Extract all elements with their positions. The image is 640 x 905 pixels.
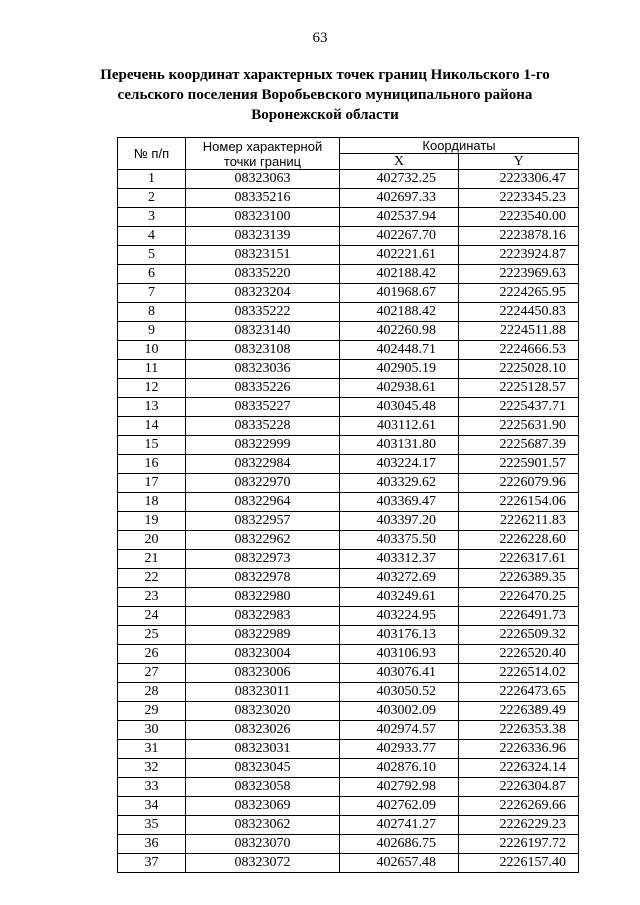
cell-number: 6 [118, 265, 186, 284]
coordinates-table [117, 137, 579, 873]
cell-y: 2226473.65 [459, 683, 579, 702]
cell-point-number: 08323069 [186, 797, 340, 816]
table-row [118, 284, 579, 303]
cell-x: 402933.77 [340, 740, 459, 759]
table-row [118, 531, 579, 550]
cell-number: 36 [118, 835, 186, 854]
title-line-3: Воронежской области [251, 107, 399, 123]
table-row [118, 702, 579, 721]
header-point-number [186, 138, 340, 170]
cell-x: 402260.98 [340, 322, 459, 341]
cell-number: 4 [118, 227, 186, 246]
cell-x: 403397.20 [340, 512, 459, 531]
table-row [118, 816, 579, 835]
cell-number: 5 [118, 246, 186, 265]
table-row [118, 854, 579, 873]
cell-point-number: 08323020 [186, 702, 340, 721]
cell-number: 26 [118, 645, 186, 664]
cell-point-number: 08323004 [186, 645, 340, 664]
cell-x: 401968.67 [340, 284, 459, 303]
cell-x: 403312.37 [340, 550, 459, 569]
cell-x: 403076.41 [340, 664, 459, 683]
cell-number: 21 [118, 550, 186, 569]
cell-y: 2224450.83 [459, 303, 579, 322]
cell-x: 403045.48 [340, 398, 459, 417]
cell-y: 2226336.96 [459, 740, 579, 759]
cell-y: 2226514.02 [459, 664, 579, 683]
cell-y: 2225128.57 [459, 379, 579, 398]
header-y: Y [459, 154, 579, 170]
cell-y: 2223345.23 [459, 189, 579, 208]
cell-x: 402686.75 [340, 835, 459, 854]
table-row [118, 588, 579, 607]
cell-number: 27 [118, 664, 186, 683]
title-line-2: сельского поселения Воробьевского муниципального района [117, 87, 533, 103]
cell-point-number: 08322999 [186, 436, 340, 455]
cell-number: 34 [118, 797, 186, 816]
cell-point-number: 08323139 [186, 227, 340, 246]
cell-point-number: 08323036 [186, 360, 340, 379]
cell-point-number: 08322973 [186, 550, 340, 569]
table-row [118, 322, 579, 341]
cell-y: 2226269.66 [459, 797, 579, 816]
cell-point-number: 08323151 [186, 246, 340, 265]
cell-x: 403329.62 [340, 474, 459, 493]
cell-y: 2226520.40 [459, 645, 579, 664]
table-row [118, 455, 579, 474]
cell-x: 402537.94 [340, 208, 459, 227]
cell-y: 2226389.49 [459, 702, 579, 721]
table-row [118, 474, 579, 493]
cell-x: 402221.61 [340, 246, 459, 265]
cell-x: 402732.25 [340, 170, 459, 189]
cell-number: 15 [118, 436, 186, 455]
cell-point-number: 08323100 [186, 208, 340, 227]
cell-point-number: 08322964 [186, 493, 340, 512]
table-row [118, 512, 579, 531]
table-row [118, 569, 579, 588]
table-row [118, 797, 579, 816]
cell-y: 2226470.25 [459, 588, 579, 607]
cell-number: 8 [118, 303, 186, 322]
cell-x: 402905.19 [340, 360, 459, 379]
cell-x: 402792.98 [340, 778, 459, 797]
cell-x: 403369.47 [340, 493, 459, 512]
cell-number: 35 [118, 816, 186, 835]
cell-number: 22 [118, 569, 186, 588]
table-row [118, 189, 579, 208]
table-row [118, 417, 579, 436]
cell-y: 2224265.95 [459, 284, 579, 303]
cell-x: 402876.10 [340, 759, 459, 778]
cell-point-number: 08323140 [186, 322, 340, 341]
cell-number: 11 [118, 360, 186, 379]
cell-point-number: 08335216 [186, 189, 340, 208]
cell-point-number: 08322983 [186, 607, 340, 626]
cell-point-number: 08323072 [186, 854, 340, 873]
cell-x: 402188.42 [340, 303, 459, 322]
table-row [118, 626, 579, 645]
cell-x: 402938.61 [340, 379, 459, 398]
cell-point-number: 08335228 [186, 417, 340, 436]
cell-point-number: 08323026 [186, 721, 340, 740]
table-row [118, 208, 579, 227]
cell-y: 2226211.83 [459, 512, 579, 531]
table-row [118, 740, 579, 759]
table-row [118, 398, 579, 417]
cell-y: 2226509.32 [459, 626, 579, 645]
cell-y: 2226491.73 [459, 607, 579, 626]
cell-x: 403249.61 [340, 588, 459, 607]
title-line-1: Перечень координат характерных точек границ Никольского 1-го [100, 67, 550, 83]
cell-point-number: 08323058 [186, 778, 340, 797]
cell-point-number: 08323070 [186, 835, 340, 854]
cell-x: 403224.17 [340, 455, 459, 474]
cell-x: 402974.57 [340, 721, 459, 740]
table-header [118, 138, 579, 170]
cell-number: 23 [118, 588, 186, 607]
cell-number: 33 [118, 778, 186, 797]
cell-point-number: 08322957 [186, 512, 340, 531]
table-row [118, 835, 579, 854]
header-coordinates: Координаты [340, 138, 579, 154]
cell-number: 18 [118, 493, 186, 512]
cell-point-number: 08323045 [186, 759, 340, 778]
cell-x: 403176.13 [340, 626, 459, 645]
table-row [118, 550, 579, 569]
cell-number: 17 [118, 474, 186, 493]
cell-x: 403050.52 [340, 683, 459, 702]
cell-x: 403224.95 [340, 607, 459, 626]
cell-number: 9 [118, 322, 186, 341]
cell-number: 7 [118, 284, 186, 303]
cell-y: 2223540.00 [459, 208, 579, 227]
cell-x: 402188.42 [340, 265, 459, 284]
cell-y: 2226079.96 [459, 474, 579, 493]
cell-y: 2226353.38 [459, 721, 579, 740]
cell-x: 402697.33 [340, 189, 459, 208]
table-row [118, 170, 579, 189]
cell-number: 14 [118, 417, 186, 436]
table-row [118, 246, 579, 265]
cell-point-number: 08322984 [186, 455, 340, 474]
cell-x: 402762.09 [340, 797, 459, 816]
cell-y: 2224666.53 [459, 341, 579, 360]
cell-x: 403131.80 [340, 436, 459, 455]
cell-number: 31 [118, 740, 186, 759]
cell-point-number: 08322989 [186, 626, 340, 645]
cell-y: 2226197.72 [459, 835, 579, 854]
cell-x: 403002.09 [340, 702, 459, 721]
cell-y: 2226389.35 [459, 569, 579, 588]
cell-point-number: 08323108 [186, 341, 340, 360]
cell-y: 2223306.47 [459, 170, 579, 189]
cell-number: 28 [118, 683, 186, 702]
cell-x: 402267.70 [340, 227, 459, 246]
cell-number: 20 [118, 531, 186, 550]
cell-point-number: 08322980 [186, 588, 340, 607]
cell-y: 2226157.40 [459, 854, 579, 873]
table-row [118, 645, 579, 664]
table-row [118, 379, 579, 398]
table-row [118, 683, 579, 702]
cell-y: 2225901.57 [459, 455, 579, 474]
cell-point-number: 08323062 [186, 816, 340, 835]
cell-number: 25 [118, 626, 186, 645]
page-number: 63 [312, 30, 328, 46]
table-row [118, 778, 579, 797]
cell-y: 2226229.23 [459, 816, 579, 835]
cell-number: 1 [118, 170, 186, 189]
cell-point-number: 08322970 [186, 474, 340, 493]
cell-y: 2225437.71 [459, 398, 579, 417]
cell-number: 32 [118, 759, 186, 778]
cell-y: 2226154.06 [459, 493, 579, 512]
header-number: № п/п [118, 138, 186, 170]
cell-point-number: 08335220 [186, 265, 340, 284]
cell-point-number: 08323063 [186, 170, 340, 189]
table-row [118, 759, 579, 778]
table-row [118, 436, 579, 455]
cell-number: 30 [118, 721, 186, 740]
cell-y: 2224511.88 [459, 322, 579, 341]
cell-number: 19 [118, 512, 186, 531]
cell-point-number: 08322978 [186, 569, 340, 588]
cell-number: 2 [118, 189, 186, 208]
cell-x: 402741.27 [340, 816, 459, 835]
cell-x: 402448.71 [340, 341, 459, 360]
cell-y: 2223924.87 [459, 246, 579, 265]
cell-point-number: 08323204 [186, 284, 340, 303]
table-body [118, 170, 579, 873]
cell-number: 3 [118, 208, 186, 227]
cell-y: 2226317.61 [459, 550, 579, 569]
document-title [90, 65, 560, 125]
cell-y: 2226228.60 [459, 531, 579, 550]
table-row [118, 721, 579, 740]
cell-number: 10 [118, 341, 186, 360]
header-point-line-1: Номер характерной [202, 138, 323, 154]
cell-x: 402657.48 [340, 854, 459, 873]
cell-y: 2225631.90 [459, 417, 579, 436]
cell-y: 2226324.14 [459, 759, 579, 778]
cell-number: 16 [118, 455, 186, 474]
cell-point-number: 08323011 [186, 683, 340, 702]
cell-point-number: 08335226 [186, 379, 340, 398]
cell-x: 403272.69 [340, 569, 459, 588]
table-row [118, 664, 579, 683]
table-row [118, 303, 579, 322]
cell-y: 2225028.10 [459, 360, 579, 379]
cell-number: 12 [118, 379, 186, 398]
cell-y: 2223878.16 [459, 227, 579, 246]
cell-point-number: 08323031 [186, 740, 340, 759]
cell-number: 24 [118, 607, 186, 626]
cell-x: 403106.93 [340, 645, 459, 664]
cell-x: 403112.61 [340, 417, 459, 436]
cell-number: 13 [118, 398, 186, 417]
table-row [118, 227, 579, 246]
cell-y: 2225687.39 [459, 436, 579, 455]
cell-number: 37 [118, 854, 186, 873]
table-row [118, 341, 579, 360]
cell-point-number: 08322962 [186, 531, 340, 550]
cell-x: 403375.50 [340, 531, 459, 550]
cell-point-number: 08335227 [186, 398, 340, 417]
table-row [118, 360, 579, 379]
cell-y: 2226304.87 [459, 778, 579, 797]
header-x: X [340, 154, 459, 170]
cell-point-number: 08323006 [186, 664, 340, 683]
table-row [118, 493, 579, 512]
table-row [118, 265, 579, 284]
header-point-line-2: точки границ [223, 153, 302, 169]
cell-number: 29 [118, 702, 186, 721]
table-row [118, 607, 579, 626]
cell-point-number: 08335222 [186, 303, 340, 322]
cell-y: 2223969.63 [459, 265, 579, 284]
